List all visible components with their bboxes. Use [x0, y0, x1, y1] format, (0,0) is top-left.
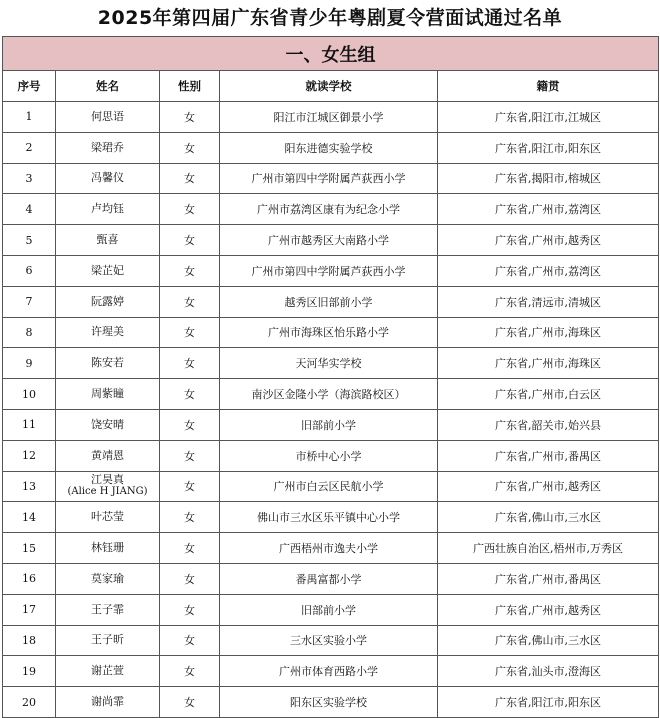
- table-row: [3, 409, 659, 440]
- cell-index: 16: [3, 563, 56, 594]
- cell-name: 许瑆美: [56, 317, 160, 348]
- table-row: [3, 163, 659, 194]
- cell-origin: 广东省,清远市,清城区: [438, 286, 659, 317]
- candidate-table: [2, 36, 659, 718]
- cell-name: 莫家瑜: [56, 563, 160, 594]
- table-row: [3, 102, 659, 133]
- cell-gender: 女: [160, 194, 220, 225]
- table-row: [3, 348, 659, 379]
- cell-origin: 广东省,汕头市,澄海区: [438, 656, 659, 687]
- cell-name: 梁珺乔: [56, 132, 160, 163]
- cell-school: 阳江市江城区御景小学: [220, 102, 438, 133]
- cell-index: 13: [3, 471, 56, 502]
- cell-school: 阳东区实验学校: [220, 687, 438, 718]
- cell-index: 12: [3, 440, 56, 471]
- table-row: [3, 687, 659, 718]
- table-row: [3, 255, 659, 286]
- table-row: [3, 440, 659, 471]
- cell-school: 南沙区金隆小学（海滨路校区）: [220, 379, 438, 410]
- cell-school: 广州市第四中学附属芦荻西小学: [220, 163, 438, 194]
- cell-name: 冯馨仪: [56, 163, 160, 194]
- cell-index: 4: [3, 194, 56, 225]
- cell-gender: 女: [160, 625, 220, 656]
- cell-index: 5: [3, 225, 56, 256]
- cell-name: 梁芷妃: [56, 255, 160, 286]
- cell-school: 旧部前小学: [220, 594, 438, 625]
- cell-school: 广州市海珠区怡乐路小学: [220, 317, 438, 348]
- table-row: [3, 594, 659, 625]
- cell-school: 天河华实学校: [220, 348, 438, 379]
- cell-name: 饶安晴: [56, 409, 160, 440]
- cell-gender: 女: [160, 594, 220, 625]
- cell-gender: 女: [160, 286, 220, 317]
- cell-origin: 广东省,广州市,海珠区: [438, 317, 659, 348]
- cell-gender: 女: [160, 255, 220, 286]
- column-header-index: 序号: [3, 71, 56, 102]
- cell-name: 谢芷萱: [56, 656, 160, 687]
- cell-origin: 广东省,揭阳市,榕城区: [438, 163, 659, 194]
- cell-gender: 女: [160, 563, 220, 594]
- cell-name: 黄靖恩: [56, 440, 160, 471]
- cell-school: 广州市体育西路小学: [220, 656, 438, 687]
- section-heading: 一、女生组: [3, 37, 659, 71]
- cell-origin: 广东省,广州市,番禺区: [438, 440, 659, 471]
- cell-school: 市桥中心小学: [220, 440, 438, 471]
- cell-school: 佛山市三水区乐平镇中心小学: [220, 502, 438, 533]
- table-row: [3, 132, 659, 163]
- cell-school: 广州市荔湾区康有为纪念小学: [220, 194, 438, 225]
- cell-gender: 女: [160, 440, 220, 471]
- cell-gender: 女: [160, 102, 220, 133]
- table-row: [3, 379, 659, 410]
- cell-gender: 女: [160, 379, 220, 410]
- cell-school: 广州市第四中学附属芦荻西小学: [220, 255, 438, 286]
- cell-gender: 女: [160, 317, 220, 348]
- cell-school: 番禺富都小学: [220, 563, 438, 594]
- table-row: [3, 194, 659, 225]
- cell-origin: 广东省,阳江市,江城区: [438, 102, 659, 133]
- cell-origin: 广东省,广州市,白云区: [438, 379, 659, 410]
- cell-name: [56, 471, 160, 502]
- name-alternate: (Alice H JIANG): [67, 486, 148, 498]
- table-row: [3, 471, 659, 502]
- cell-origin: 广东省,佛山市,三水区: [438, 502, 659, 533]
- cell-index: 19: [3, 656, 56, 687]
- cell-gender: 女: [160, 533, 220, 564]
- cell-origin: 广东省,佛山市,三水区: [438, 625, 659, 656]
- table-row: [3, 225, 659, 256]
- cell-origin: 广东省,广州市,荔湾区: [438, 255, 659, 286]
- table-row: [3, 563, 659, 594]
- cell-index: 6: [3, 255, 56, 286]
- column-header-gender: 性别: [160, 71, 220, 102]
- column-header-school: 就读学校: [220, 71, 438, 102]
- cell-gender: 女: [160, 656, 220, 687]
- cell-name: 林钰珊: [56, 533, 160, 564]
- cell-school: 广州市白云区民航小学: [220, 471, 438, 502]
- table-row: [3, 286, 659, 317]
- cell-origin: 广东省,广州市,越秀区: [438, 594, 659, 625]
- cell-index: 10: [3, 379, 56, 410]
- cell-name: 甄喜: [56, 225, 160, 256]
- cell-index: 15: [3, 533, 56, 564]
- cell-index: 18: [3, 625, 56, 656]
- cell-origin: 广东省,广州市,番禺区: [438, 563, 659, 594]
- cell-gender: 女: [160, 132, 220, 163]
- cell-name: 谢尚霏: [56, 687, 160, 718]
- cell-index: 7: [3, 286, 56, 317]
- cell-name: 卢均钰: [56, 194, 160, 225]
- cell-index: 2: [3, 132, 56, 163]
- header-row: [3, 71, 659, 102]
- page-title: 2025年第四届广东省青少年粤剧夏令营面试通过名单: [97, 7, 563, 29]
- cell-index: 1: [3, 102, 56, 133]
- cell-school: 旧部前小学: [220, 409, 438, 440]
- cell-gender: 女: [160, 502, 220, 533]
- cell-gender: 女: [160, 163, 220, 194]
- cell-index: 11: [3, 409, 56, 440]
- cell-school: 三水区实验小学: [220, 625, 438, 656]
- cell-school: 广西梧州市逸夫小学: [220, 533, 438, 564]
- cell-name: 阮露婷: [56, 286, 160, 317]
- cell-origin: 广东省,广州市,荔湾区: [438, 194, 659, 225]
- cell-gender: 女: [160, 225, 220, 256]
- cell-origin: 广东省,韶关市,始兴县: [438, 409, 659, 440]
- cell-school: 越秀区旧部前小学: [220, 286, 438, 317]
- cell-index: 3: [3, 163, 56, 194]
- column-header-name: 姓名: [56, 71, 160, 102]
- cell-name: 何思语: [56, 102, 160, 133]
- cell-origin: 广东省,阳江市,阳东区: [438, 687, 659, 718]
- cell-name: 王子昕: [56, 625, 160, 656]
- cell-gender: 女: [160, 409, 220, 440]
- table-body: [3, 102, 659, 718]
- table-row: [3, 317, 659, 348]
- table-row: [3, 656, 659, 687]
- table-row: [3, 625, 659, 656]
- name-primary: 江昊真: [91, 473, 124, 487]
- cell-origin: 广东省,广州市,海珠区: [438, 348, 659, 379]
- cell-school: 广州市越秀区大南路小学: [220, 225, 438, 256]
- section-row: [3, 37, 659, 71]
- table-row: [3, 533, 659, 564]
- cell-index: 20: [3, 687, 56, 718]
- cell-origin: 广东省,阳江市,阳东区: [438, 132, 659, 163]
- cell-school: 阳东进德实验学校: [220, 132, 438, 163]
- cell-index: 14: [3, 502, 56, 533]
- cell-name: 陈安若: [56, 348, 160, 379]
- cell-origin: 广东省,广州市,越秀区: [438, 225, 659, 256]
- cell-gender: 女: [160, 687, 220, 718]
- cell-name: 叶芯莹: [56, 502, 160, 533]
- cell-index: 17: [3, 594, 56, 625]
- cell-name: 王子霏: [56, 594, 160, 625]
- cell-name: 周紫瞳: [56, 379, 160, 410]
- table-row: [3, 502, 659, 533]
- cell-index: 9: [3, 348, 56, 379]
- column-header-origin: 籍贯: [438, 71, 659, 102]
- cell-gender: 女: [160, 348, 220, 379]
- cell-gender: 女: [160, 471, 220, 502]
- cell-origin: 广东省,广州市,越秀区: [438, 471, 659, 502]
- cell-origin: 广西壮族自治区,梧州市,万秀区: [438, 533, 659, 564]
- cell-index: 8: [3, 317, 56, 348]
